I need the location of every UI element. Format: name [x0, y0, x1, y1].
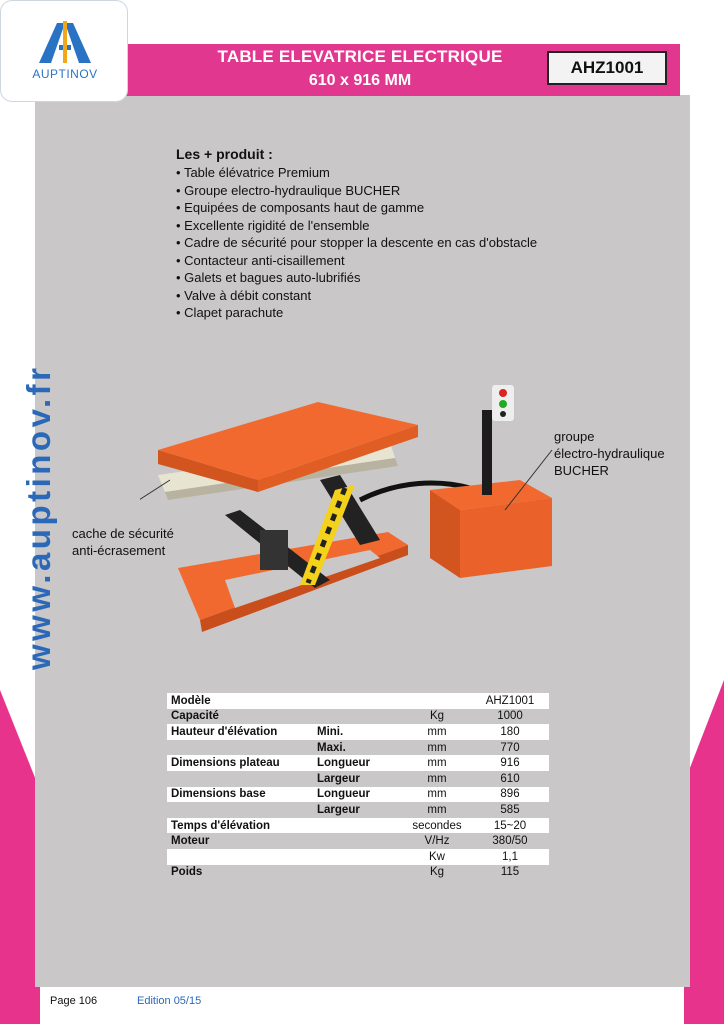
- spec-cell: [313, 709, 403, 725]
- spec-cell: Kg: [429, 710, 445, 723]
- spec-cell: 1000: [497, 710, 523, 723]
- spec-cell: 896: [500, 788, 520, 801]
- features-list: [176, 164, 537, 322]
- spec-cell: Capacité: [171, 710, 219, 723]
- annotation-line: électro-hydraulique: [554, 446, 665, 461]
- spec-cell: 610: [500, 772, 520, 785]
- logo-text: AUPTINOV: [32, 67, 98, 81]
- spec-cell: [403, 693, 471, 709]
- spec-row: [167, 693, 549, 709]
- feature-item: • Valve à débit constant: [176, 287, 537, 305]
- lift-table-illustration: [140, 380, 570, 640]
- spec-cell: [313, 693, 403, 709]
- spec-cell: [313, 818, 403, 834]
- spec-cell: 380/50: [492, 835, 528, 848]
- spec-cell: mm: [427, 803, 447, 816]
- spec-row: [167, 865, 549, 881]
- page-subtitle: 610 x 916 MM: [308, 72, 412, 89]
- edition-label: Edition 05/15: [137, 995, 202, 1007]
- spec-cell: [167, 740, 313, 756]
- spec-row: [167, 755, 549, 771]
- spec-cell: Longueur: [317, 757, 371, 770]
- spec-row: [167, 724, 549, 740]
- spec-row: [167, 709, 549, 725]
- logo-mark-icon: [1, 1, 129, 71]
- spec-cell: [167, 849, 313, 865]
- spec-cell: Dimensions base: [171, 788, 266, 801]
- spec-cell: Hauteur d'élévation: [171, 725, 278, 738]
- spec-cell: [313, 865, 403, 881]
- spec-row: [167, 787, 549, 803]
- reference-badge: AHZ1001: [547, 51, 667, 85]
- spec-cell: Longueur: [317, 788, 371, 801]
- spec-row: [167, 802, 549, 818]
- spec-cell: 585: [500, 803, 520, 816]
- spec-cell: V/Hz: [424, 835, 450, 848]
- annotation-line: anti-écrasement: [72, 543, 166, 558]
- spec-cell: [313, 849, 403, 865]
- spec-cell: Temps d'élévation: [171, 819, 271, 832]
- feature-item: • Table élévatrice Premium: [176, 164, 537, 182]
- specifications-table: [167, 693, 549, 880]
- spec-cell: 916: [500, 757, 520, 770]
- spec-cell: mm: [427, 788, 447, 801]
- annotation-safety-cover: [72, 525, 174, 559]
- page-number: Page 106: [50, 995, 98, 1007]
- spec-row: [167, 818, 549, 834]
- spec-cell: Moteur: [171, 835, 210, 848]
- pink-corner-left: [0, 690, 40, 1024]
- spec-cell: 115: [500, 866, 520, 879]
- annotation-power-unit: [554, 428, 665, 479]
- spec-cell: Largeur: [317, 803, 360, 816]
- feature-item: • Groupe electro-hydraulique BUCHER: [176, 182, 537, 200]
- spec-cell: Dimensions plateau: [171, 757, 280, 770]
- feature-item: • Excellente rigidité de l'ensemble: [176, 217, 537, 235]
- spec-cell: [313, 833, 403, 849]
- auptinov-logo: [0, 0, 128, 102]
- spec-cell: 180: [500, 725, 520, 738]
- spec-cell: mm: [427, 725, 447, 738]
- page-title: TABLE ELEVATRICE ELECTRIQUE: [217, 47, 503, 66]
- spec-row: [167, 833, 549, 849]
- pink-corner-right: [684, 680, 724, 1024]
- spec-row: [167, 771, 549, 787]
- feature-item: • Equipées de composants haut de gamme: [176, 199, 537, 217]
- spec-cell: 770: [500, 741, 520, 754]
- spec-row: [167, 740, 549, 756]
- spec-cell: AHZ1001: [485, 694, 535, 707]
- spec-cell: Maxi.: [317, 741, 346, 754]
- spec-cell: [167, 771, 313, 787]
- spec-cell: Modèle: [171, 694, 211, 707]
- feature-item: • Cadre de sécurité pour stopper la descente en cas d'obstacle: [176, 234, 537, 252]
- spec-cell: Kg: [429, 866, 445, 879]
- spec-cell: Mini.: [317, 725, 344, 738]
- spec-cell: 15~20: [493, 819, 527, 832]
- spec-cell: mm: [427, 757, 447, 770]
- spec-cell: mm: [427, 772, 447, 785]
- annotation-line: BUCHER: [554, 463, 609, 478]
- spec-cell: 1,1: [502, 850, 518, 863]
- spec-cell: secondes: [412, 819, 462, 832]
- spec-cell: Poids: [171, 866, 203, 879]
- spec-cell: Largeur: [317, 772, 360, 785]
- features-title: Les + produit :: [176, 146, 273, 162]
- feature-item: • Contacteur anti-cisaillement: [176, 252, 537, 270]
- spec-row: [167, 849, 549, 865]
- feature-item: • Clapet parachute: [176, 304, 537, 322]
- annotation-line: cache de sécurité: [72, 526, 174, 541]
- feature-item: • Galets et bagues auto-lubrifiés: [176, 269, 537, 287]
- spec-cell: Kw: [429, 850, 445, 863]
- spec-cell: [167, 802, 313, 818]
- website-vertical-text: www.auptinov.fr: [20, 364, 57, 670]
- spec-cell: mm: [427, 741, 447, 754]
- annotation-line: groupe: [554, 429, 595, 444]
